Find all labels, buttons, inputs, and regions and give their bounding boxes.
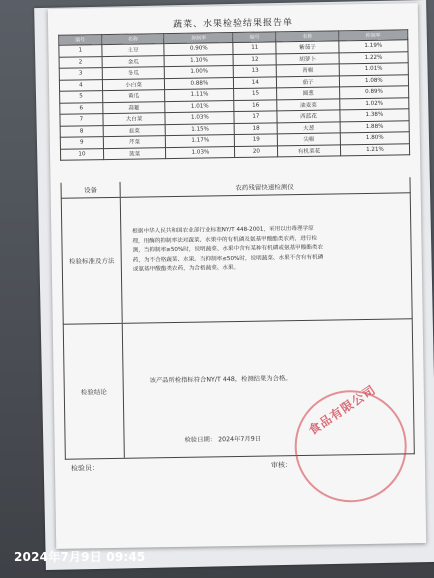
conclusion-label: 检验结论 [64,324,125,459]
cell-rate: 0.90% [164,43,233,56]
cell-name: 菠菜 [103,147,166,159]
header-rate: 抑制率 [164,33,233,44]
cell-name: 土豆 [102,44,165,56]
cell-no: 10 [60,148,103,160]
header-name: 名称 [276,31,339,42]
cell-rate: 0.88% [165,77,234,90]
method-line: 根据中华人民共和国农业部行业标准NY/T 448-2001，采用以出毒理学原 [132,225,314,235]
method-label: 检验标准及方法 [62,198,123,324]
cell-no: 15 [234,88,277,100]
header-rate: 抑制率 [338,30,407,41]
cell-no: 16 [234,99,277,111]
photo-timestamp: 2024年7月9日 09:45 [14,550,146,564]
cell-no: 7 [60,114,103,126]
cell-name: 尖椒 [278,133,341,145]
cell-no: 18 [235,122,278,134]
conclusion-text: 该产品所检指标符合NY/T 448，检测结果为合格。 [149,375,292,385]
cell-name: 芹菜 [103,136,166,148]
cell-name: 韭菜 [103,124,166,136]
reviewer-label: 审核： [270,461,293,470]
cell-rate: 1.15% [165,123,234,136]
cell-rate: 1.10% [164,54,233,67]
method-line: 理，用酶的抑制率法对蔬菜、水果中的有机磷及氨基甲酸酯类农药，进行检 [132,235,318,245]
cell-no: 8 [60,125,103,137]
inspector-label: 检验员： [70,464,100,473]
cell-name: 青椒 [276,64,339,76]
cell-name: 胡萝卜 [276,52,339,64]
method-row [61,193,413,324]
cell-name: 黄瓜 [102,90,165,102]
cell-rate: 1.03% [165,112,234,125]
cell-rate: 1.11% [165,89,234,102]
cell-no: 3 [59,68,102,80]
report-title: 蔬菜、水果检验结果报告单 [172,18,294,30]
cell-no: 4 [59,79,102,91]
cell-rate: 1.19% [339,40,408,53]
cell-name: 金瓜 [102,55,165,67]
cell-name: 蒜薹 [103,101,166,113]
seal-text: 食品有限公司 [305,382,379,438]
equipment-label: 设备 [62,182,121,198]
method-line: 或氨基甲酸酯类农药，为合格蔬菜、水果。 [132,264,240,273]
cell-rate: 1.01% [165,100,234,113]
cell-rate: 1.17% [166,135,235,148]
cell-rate: 1.03% [166,146,235,159]
cell-name: 圆葱 [277,87,340,99]
cell-rate: 1.38% [340,109,409,122]
cell-name: 大白菜 [103,113,166,125]
cell-rate: 1.08% [339,74,408,87]
cell-no: 2 [59,56,102,68]
cell-rate: 0.89% [339,86,408,99]
header-name: 名称 [101,34,164,45]
cell-rate: 1.80% [340,132,409,145]
report-sheet [48,3,426,549]
header-no: 编号 [233,32,276,43]
cell-rate: 1.02% [340,97,409,110]
cell-name: 有机菜花 [278,144,341,156]
cell-name: 西蓝花 [277,110,340,122]
check-date: 检验日期： 2024年7月9日 [184,435,262,444]
cell-rate: 1.21% [340,143,409,156]
cell-no: 20 [235,145,278,157]
cell-no: 1 [59,45,102,57]
cell-no: 13 [234,65,277,77]
cell-no: 19 [235,134,278,146]
method-text [132,223,403,275]
equipment-value: 农药残留快速检测仪 [235,183,294,193]
cell-no: 9 [60,137,103,149]
method-line: 药，为不合格蔬菜、水果。当抑制率≤50%时，说明蔬菜、水果不含有有机磷 [132,254,324,264]
cell-name: 紫茄子 [276,41,339,53]
cell-rate: 1.88% [340,120,409,133]
cell-name: 茄子 [277,75,340,87]
cell-no: 17 [234,111,277,123]
cell-no: 14 [234,76,277,88]
cell-no: 11 [233,42,276,54]
cell-rate: 1.00% [165,66,234,79]
cell-rate: 1.01% [339,63,408,76]
method-line: 测，当抑制率≥50%时，说明蔬菜、水果中含有某种有机磷或氨基甲酸酯类农 [132,244,324,254]
results-table [58,29,410,160]
header-no: 编号 [59,35,102,46]
cell-name: 大葱 [277,121,340,133]
cell-no: 5 [60,91,103,103]
cell-name: 油麦菜 [277,98,340,110]
cell-name: 冬瓜 [102,67,165,79]
cell-no: 6 [60,102,103,114]
cell-name: 小白菜 [102,78,165,90]
cell-no: 12 [233,53,276,65]
cell-rate: 1.22% [339,51,408,64]
